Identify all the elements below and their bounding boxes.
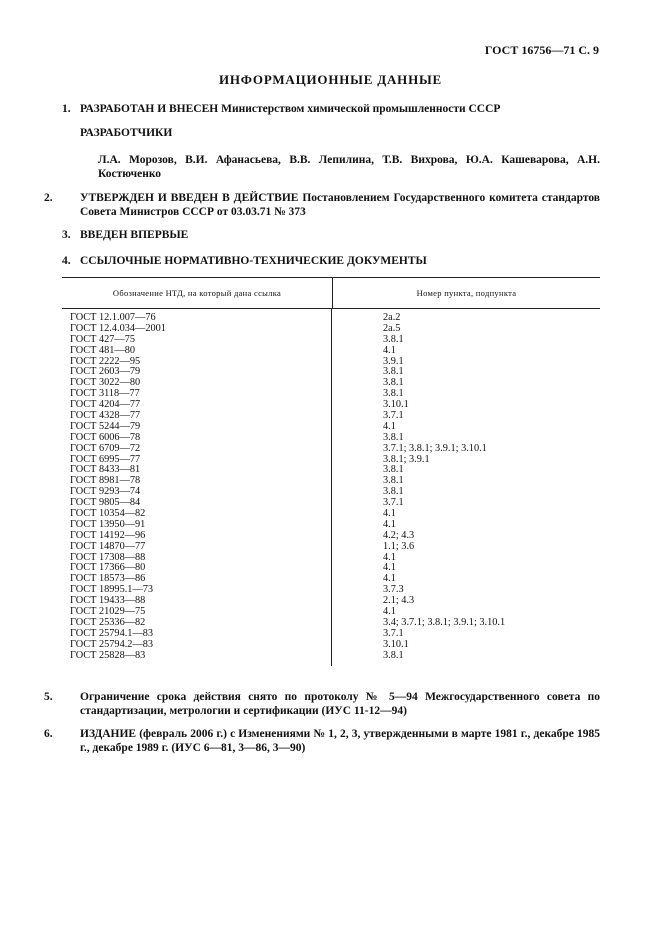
- table-cell-document: ГОСТ 10354—82: [70, 508, 146, 520]
- table-cell-clause: 3.8.1: [383, 333, 404, 345]
- table-body: [62, 309, 600, 666]
- table-cell-document: ГОСТ 2603—79: [70, 366, 141, 378]
- table-cell-document: ГОСТ 17308—88: [70, 551, 146, 563]
- table-cell-clause: 4.1: [383, 518, 396, 530]
- table-cell-document: ГОСТ 4204—77: [70, 399, 141, 411]
- section-number: 2.: [44, 192, 53, 204]
- table-cell-document: ГОСТ 6006—78: [70, 431, 141, 443]
- table-cell-document: ГОСТ 6709—72: [70, 442, 141, 454]
- section-4: [62, 254, 600, 268]
- table-cell-document: ГОСТ 6995—77: [70, 453, 141, 465]
- section-text: Министерством химической промышленности СССР: [221, 103, 501, 115]
- table-cell-clause: 4.1: [383, 344, 396, 356]
- table-cell-clause: 3.4; 3.7.1; 3.8.1; 3.9.1; 3.10.1: [383, 616, 506, 628]
- table-cell-clause: 3.8.1: [383, 377, 404, 389]
- table-cell-document: ГОСТ 19433—88: [70, 595, 146, 607]
- table-cell-document: ГОСТ 481—80: [70, 344, 136, 356]
- table-cell-clause: 2.1; 4.3: [383, 595, 415, 607]
- table-cell-document: ГОСТ 427—75: [70, 333, 136, 345]
- table-cell-clause: 1.1; 3.6: [383, 540, 415, 552]
- developers-heading: РАЗРАБОТЧИКИ: [80, 127, 173, 139]
- table-cell-document: ГОСТ 18995.1—73: [70, 584, 154, 596]
- table-cell-document: ГОСТ 8433—81: [70, 464, 141, 476]
- table-cell-clause: 4.1: [383, 562, 396, 574]
- table-cell-document: ГОСТ 25336—82: [70, 616, 146, 628]
- table-cell-document: ГОСТ 12.4.034—2001: [70, 322, 166, 334]
- document-column: [62, 309, 332, 666]
- table-cell-clause: 3.8.1: [383, 649, 404, 661]
- table-cell-clause: 4.1: [383, 573, 396, 585]
- reference-table: [62, 277, 600, 666]
- table-cell-clause: 3.8.1: [383, 431, 404, 443]
- table-cell-clause: 3.9.1: [383, 355, 404, 367]
- table-cell-clause: 3.7.1; 3.8.1; 3.9.1; 3.10.1: [383, 442, 487, 454]
- table-cell-clause: 3.8.1: [383, 486, 404, 498]
- section-number: 5.: [44, 691, 53, 703]
- table-cell-clause: 2а.2: [383, 312, 401, 323]
- column-header-clause: Номер пункта, подпункта: [416, 288, 517, 298]
- table-cell-document: ГОСТ 21029—75: [70, 606, 146, 618]
- table-cell-document: ГОСТ 4328—77: [70, 410, 141, 422]
- section-3: [62, 228, 600, 242]
- table-cell-document: ГОСТ 3022—80: [70, 377, 141, 389]
- section-number: 4.: [62, 255, 71, 267]
- column-header-document: Обозначение НТД, на который дана ссылка: [62, 278, 333, 308]
- section-text: Ограничение срока действия снято по протоколу № 5—94 Межгосударственного совета по стандартизации, метрологии и сертификации (ИУС 11-12—94): [80, 691, 600, 717]
- section-lead: РАЗРАБОТАН И ВНЕСЕН: [80, 103, 219, 115]
- table-cell-clause: 3.7.1: [383, 627, 404, 639]
- table-cell-document: ГОСТ 14192—96: [70, 529, 146, 541]
- table-cell-document: ГОСТ 5244—79: [70, 420, 141, 432]
- section-text: Постановлением Государственного комитета стандартов Совета Министров СССР от 03.03.71 № 373: [80, 192, 600, 218]
- table-cell-document: ГОСТ 14870—77: [70, 540, 146, 552]
- section-2: [44, 191, 600, 219]
- developers-list: Л.А. Морозов, В.И. Афанасьева, В.В. Лепилина, Т.В. Вихрова, Ю.А. Кашеварова, А.Н. Костюченко: [98, 154, 600, 180]
- table-cell-document: ГОСТ 9805—84: [70, 497, 141, 509]
- table-cell-document: ГОСТ 13950—91: [70, 518, 146, 530]
- table-cell-document: ГОСТ 2222—95: [70, 355, 141, 367]
- table-cell-document: ГОСТ 18573—86: [70, 573, 146, 585]
- table-cell-document: ГОСТ 9293—74: [70, 486, 141, 498]
- table-cell-document: ГОСТ 17366—80: [70, 562, 146, 574]
- clause-column: [332, 309, 600, 666]
- table-cell-clause: 3.7.3: [383, 584, 404, 596]
- table-cell-clause: 3.7.1: [383, 410, 404, 422]
- table-cell-clause: 3.8.1: [383, 388, 404, 400]
- section-number: 1.: [62, 103, 71, 115]
- table-cell-clause: 4.1: [383, 551, 396, 563]
- table-header: [62, 278, 600, 309]
- table-cell-clause: 4.1: [383, 420, 396, 432]
- section-number: 3.: [62, 229, 71, 241]
- table-cell-clause: 3.8.1: [383, 464, 404, 476]
- table-cell-clause: 4.2; 4.3: [383, 529, 415, 541]
- section-6: [44, 727, 601, 755]
- table-cell-clause: 3.10.1: [383, 399, 409, 411]
- section-5: [44, 690, 600, 718]
- section-number: 6.: [44, 728, 53, 740]
- table-cell-clause: 3.8.1: [383, 475, 404, 487]
- table-cell-clause: 3.8.1; 3.9.1: [383, 453, 430, 465]
- table-cell-document: ГОСТ 3118—77: [70, 388, 140, 400]
- table-cell-document: ГОСТ 25828—83: [70, 649, 146, 661]
- page-title: ИНФОРМАЦИОННЫЕ ДАННЫЕ: [218, 72, 443, 87]
- section-lead: УТВЕРЖДЕН И ВВЕДЕН В ДЕЙСТВИЕ: [80, 192, 299, 204]
- table-cell-clause: 2а.5: [383, 322, 401, 334]
- table-cell-clause: 3.8.1: [383, 366, 404, 378]
- section-lead: ИЗДАНИЕ: [80, 728, 137, 740]
- table-cell-document: ГОСТ 8981—78: [70, 475, 141, 487]
- table-cell-document: ГОСТ 12.1.007—76: [70, 312, 156, 323]
- page-header: ГОСТ 16756—71 С. 9: [484, 43, 599, 57]
- section-lead: ССЫЛОЧНЫЕ НОРМАТИВНО-ТЕХНИЧЕСКИЕ ДОКУМЕНТЫ: [80, 255, 427, 267]
- section-1: [62, 102, 600, 116]
- table-cell-clause: 4.1: [383, 606, 396, 618]
- table-cell-clause: 4.1: [383, 508, 396, 520]
- section-text: (февраль 2006 г.) с Изменениями № 1, 2, 3, утвержденными в марте 1981 г., декабре 1985 г., декабре 1989 г. (ИУС 6—81, 3—86, 3—90): [80, 728, 601, 754]
- table-cell-document: ГОСТ 25794.2—83: [70, 638, 154, 650]
- table-cell-document: ГОСТ 25794.1—83: [70, 627, 154, 639]
- section-lead: ВВЕДЕН ВПЕРВЫЕ: [80, 229, 189, 241]
- table-cell-clause: 3.7.1: [383, 497, 404, 509]
- table-cell-clause: 3.10.1: [383, 638, 409, 650]
